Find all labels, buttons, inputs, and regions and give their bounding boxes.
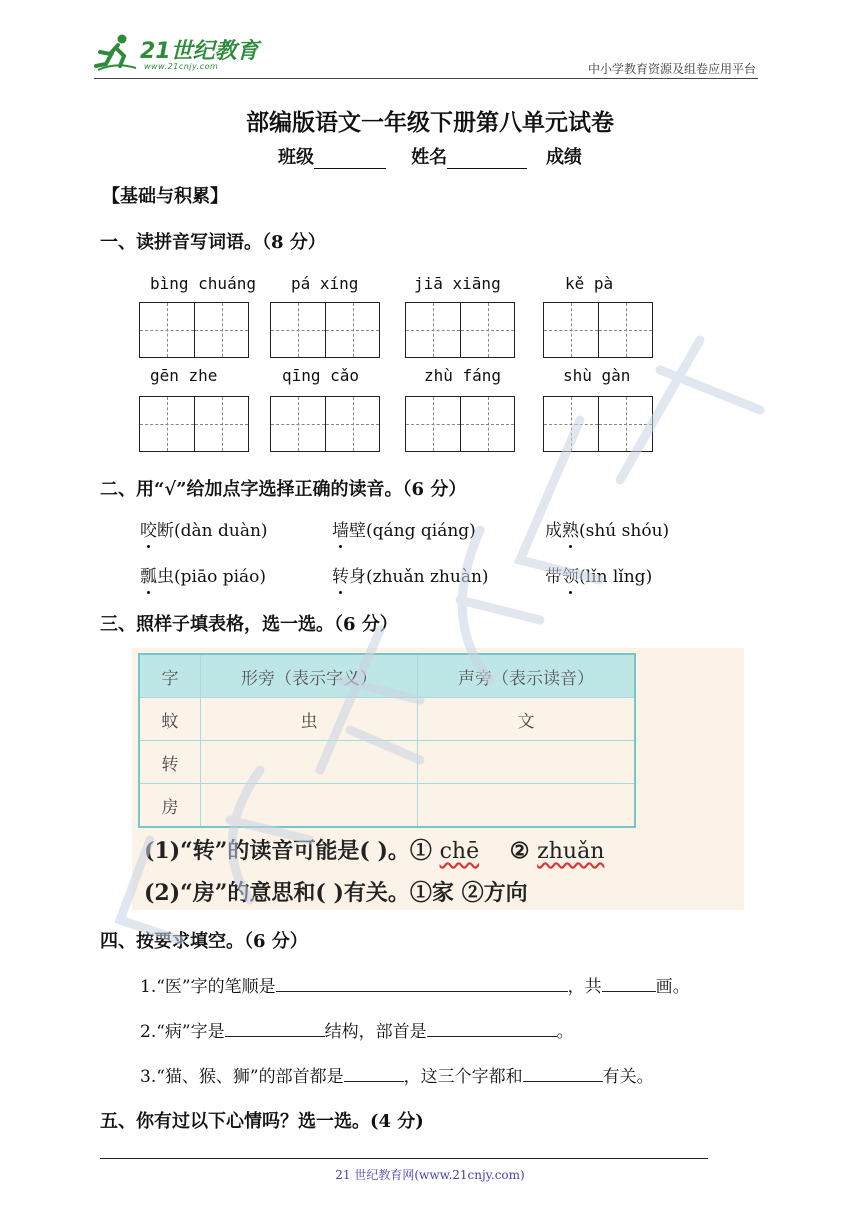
writing-grid[interactable] xyxy=(543,302,653,358)
fill-text: ，共 xyxy=(567,977,602,997)
score-label: 成绩 xyxy=(545,147,582,168)
fill-text: 1.“医”字的笔顺是 xyxy=(140,977,276,997)
pinyin-5: gēn zhe xyxy=(150,366,218,385)
answer-blank[interactable] xyxy=(276,973,568,992)
table-header: 形旁（表示字义） xyxy=(201,654,418,698)
section1-heading: 一、读拼音写词语。（8 分） xyxy=(100,232,326,253)
name-label: 姓名 xyxy=(411,147,448,168)
table-cell[interactable] xyxy=(201,784,418,828)
choice-question-1 xyxy=(144,834,604,865)
option-che: chē xyxy=(439,839,480,864)
category-heading: 【基础与积累】 xyxy=(102,186,228,207)
fill-text: 。 xyxy=(556,1022,574,1042)
header-platform-text: 中小学教育资源及组卷应用平台 xyxy=(587,62,756,76)
site-logo xyxy=(94,32,264,76)
fill-line-1 xyxy=(140,972,690,997)
writing-grid[interactable] xyxy=(270,396,380,452)
logo-text: 21世纪教育 xyxy=(140,39,259,64)
fill-text: 有关。 xyxy=(602,1067,654,1087)
class-label: 班级 xyxy=(278,147,315,168)
table-cell: 虫 xyxy=(201,698,418,741)
table-cell: 转 xyxy=(139,741,201,784)
table-header: 声旁（表示读音） xyxy=(418,654,636,698)
name-blank[interactable] xyxy=(447,150,527,169)
table-cell: 蚊 xyxy=(139,698,201,741)
reading-item[interactable] xyxy=(140,562,266,587)
writing-grid[interactable] xyxy=(139,302,249,358)
fill-text: 2.“病”字是 xyxy=(140,1022,225,1042)
student-info-line xyxy=(0,143,860,169)
choice-question-2: (2)“房”的意思和( )有关。①家 ②方向 xyxy=(144,880,528,906)
dotted-char: 转 xyxy=(332,567,349,587)
table-row xyxy=(139,698,635,741)
table-cell[interactable] xyxy=(201,741,418,784)
logo-url: www.21cnjy.com xyxy=(144,62,219,71)
reading-item[interactable] xyxy=(332,562,489,587)
option-zhuan: zhuǎn xyxy=(537,839,605,864)
reading-options: 断(dàn duàn) xyxy=(157,521,268,541)
footer-divider xyxy=(100,1158,708,1159)
pinyin-7: zhù fáng xyxy=(424,366,502,385)
reading-item[interactable] xyxy=(140,516,268,541)
table-header: 字 xyxy=(139,654,201,698)
pinyin-8: shù gàn xyxy=(563,366,631,385)
table-row xyxy=(139,741,635,784)
section3-heading: 三、照样子填表格，选一选。（6 分） xyxy=(100,614,398,635)
dotted-char: 咬 xyxy=(140,521,157,541)
answer-blank[interactable] xyxy=(602,973,656,992)
writing-grid[interactable] xyxy=(139,396,249,452)
radical-table xyxy=(138,653,636,828)
footer-text: 21 世纪教育网(www.21cnjy.com) xyxy=(335,1168,525,1182)
dotted-char: 墙 xyxy=(332,521,349,541)
answer-blank[interactable] xyxy=(427,1018,557,1037)
pinyin-4: kě pà xyxy=(565,274,614,293)
fill-text: 画。 xyxy=(655,977,690,997)
reading-options: (shú shóu) xyxy=(579,521,670,541)
pinyin-2: pá xíng xyxy=(291,274,359,293)
answer-blank[interactable] xyxy=(344,1063,404,1082)
table-cell[interactable] xyxy=(418,784,636,828)
page-title: 部编版语文一年级下册第八单元试卷 xyxy=(246,109,614,136)
reading-options: 壁(qáng qiáng) xyxy=(349,521,476,541)
pinyin-6: qīng cǎo xyxy=(282,366,360,385)
table-cell: 文 xyxy=(418,698,636,741)
question-text: (1)“转”的读音可能是( )。① xyxy=(144,838,432,864)
table-row xyxy=(139,784,635,828)
writing-grid[interactable] xyxy=(543,396,653,452)
section2-heading: 二、用“√”给加点字选择正确的读音。（6 分） xyxy=(100,479,467,500)
writing-grid[interactable] xyxy=(405,396,515,452)
dotted-char: 瓢 xyxy=(140,567,157,587)
fill-text: ，这三个字都和 xyxy=(403,1067,523,1087)
header-divider xyxy=(94,78,758,79)
answer-blank[interactable] xyxy=(225,1018,325,1037)
writing-grid[interactable] xyxy=(405,302,515,358)
dotted-char: 熟 xyxy=(562,521,579,541)
dotted-char: 领 xyxy=(562,567,579,587)
reading-options: (lǐn lǐng) xyxy=(579,567,653,587)
reading-item[interactable] xyxy=(545,516,669,541)
table-cell: 房 xyxy=(139,784,201,828)
writing-grid[interactable] xyxy=(270,302,380,358)
table-cell[interactable] xyxy=(418,741,636,784)
fill-line-3 xyxy=(140,1062,654,1087)
option-number: ② xyxy=(509,838,530,864)
fill-text: 结构，部首是 xyxy=(324,1022,427,1042)
runner-icon xyxy=(94,32,138,72)
reading-options: 虫(piāo piáo) xyxy=(157,567,267,587)
pinyin-1: bìng chuáng xyxy=(150,274,256,293)
plain-char: 成 xyxy=(545,521,562,541)
fill-line-2 xyxy=(140,1017,574,1042)
fill-text: 3.“猫、猴、狮”的部首都是 xyxy=(140,1067,344,1087)
reading-options: 身(zhuǎn zhuàn) xyxy=(349,567,489,587)
answer-blank[interactable] xyxy=(523,1063,603,1082)
plain-char: 带 xyxy=(545,567,562,587)
class-blank[interactable] xyxy=(314,150,386,169)
section5-heading: 五、你有过以下心情吗？选一选。(4 分) xyxy=(100,1111,424,1132)
reading-item[interactable] xyxy=(545,562,652,587)
reading-item[interactable] xyxy=(332,516,476,541)
section4-heading: 四、按要求填空。（6 分） xyxy=(100,931,308,952)
textbook-excerpt xyxy=(132,648,744,910)
pinyin-3: jiā xiāng xyxy=(414,274,501,293)
